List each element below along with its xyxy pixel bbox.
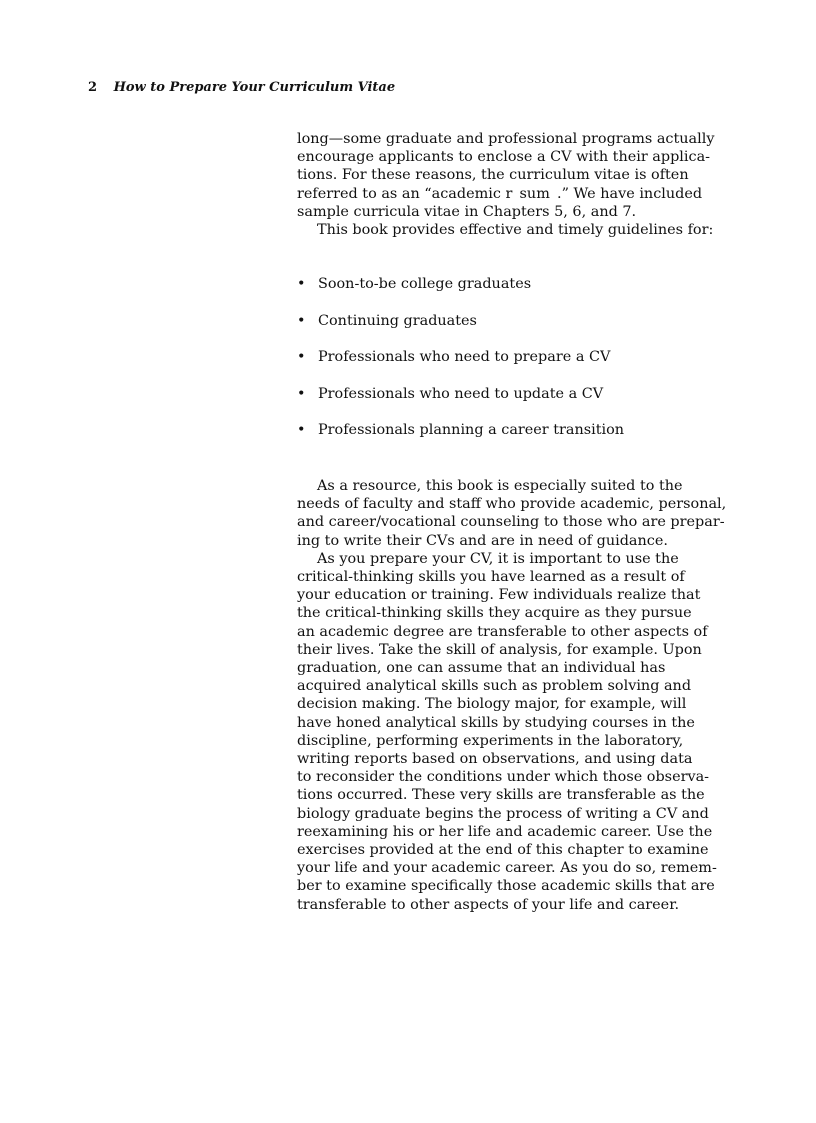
list-item [297, 348, 697, 385]
intro-paragraph [297, 130, 715, 239]
text-line: your life and your academic career. As you do so, remem- [297, 860, 717, 877]
text-line: acquired analytical skills such as problem solving and [297, 678, 692, 695]
list-item-text: Professionals planning a career transition [318, 422, 625, 439]
text-line: As a resource, this book is especially suited to the [317, 478, 683, 494]
list-item-text: Professionals who need to prepare a CV [318, 349, 611, 366]
bullet-mark: • [297, 349, 306, 366]
page-number: 2 [88, 80, 98, 95]
text-line: needs of faculty and staff who provide academic, personal, [297, 496, 727, 513]
list-item-text: Professionals who need to update a CV [318, 385, 604, 402]
body-paragraphs [297, 477, 727, 914]
text-line: to reconsider the conditions under which those observa- [297, 769, 710, 786]
bullet-mark: • [297, 276, 306, 292]
text-line: tions. For these reasons, the curriculum vitae is often [297, 167, 689, 184]
text-line: critical-thinking skills you have learned as a result of [297, 569, 685, 586]
text-line: your education or training. Few individuals realize that [297, 587, 701, 604]
running-head [88, 80, 395, 95]
list-item [297, 385, 697, 422]
text-line: exercises provided at the end of this chapter to examine [297, 842, 709, 859]
list-item [297, 312, 697, 349]
text-line: ing to write their CVs and are in need of guidance. [297, 532, 668, 549]
text-line: long—some graduate and professional programs actually [297, 131, 715, 147]
text-line: ber to examine specifically those academic skills that are [297, 878, 715, 895]
text-line: discipline, performing experiments in the laboratory, [297, 732, 684, 749]
text-line: encourage applicants to enclose a CV with their applica- [297, 149, 711, 166]
text-line: tions occurred. These very skills are transferable as the [297, 787, 705, 804]
text-line: an academic degree are transferable to other aspects of [297, 623, 708, 640]
text-line: graduation, one can assume that an individual has [297, 660, 666, 677]
text-line: the critical-thinking skills they acquire as they pursue [297, 605, 692, 622]
text-line: reexamining his or her life and academic career. Use the [297, 823, 713, 840]
list-item-text: Soon-to-be college graduates [318, 276, 532, 292]
book-title: How to Prepare Your Curriculum Vitae [113, 80, 396, 95]
text-line: have honed analytical skills by studying courses in the [297, 714, 695, 731]
text-line: and career/vocational counseling to those who are prepar- [297, 514, 725, 531]
list-item [297, 275, 697, 312]
text-line: their lives. Take the skill of analysis, for example. Upon [297, 641, 702, 658]
list-item-text: Continuing graduates [318, 312, 477, 329]
text-line: sample curricula vitae in Chapters 5, 6, and 7. [297, 203, 637, 220]
guidelines-lead-in: This book provides effective and timely guidelines for: [317, 222, 714, 239]
text-line: decision making. The biology major, for example, will [297, 696, 687, 713]
text-line: biology graduate begins the process of writing a CV and [297, 805, 709, 822]
text-line: As you prepare your CV, it is important to use the [317, 550, 679, 567]
text-line: referred to as an “academic r sum .” We have included [297, 185, 703, 202]
bullet-mark: • [297, 422, 306, 439]
bullet-mark: • [297, 312, 306, 329]
audience-list [297, 275, 697, 458]
bullet-mark: • [297, 385, 306, 402]
text-line: writing reports based on observations, and using data [297, 751, 693, 768]
list-item [297, 421, 697, 458]
text-line: transferable to other aspects of your life and career. [297, 896, 680, 913]
